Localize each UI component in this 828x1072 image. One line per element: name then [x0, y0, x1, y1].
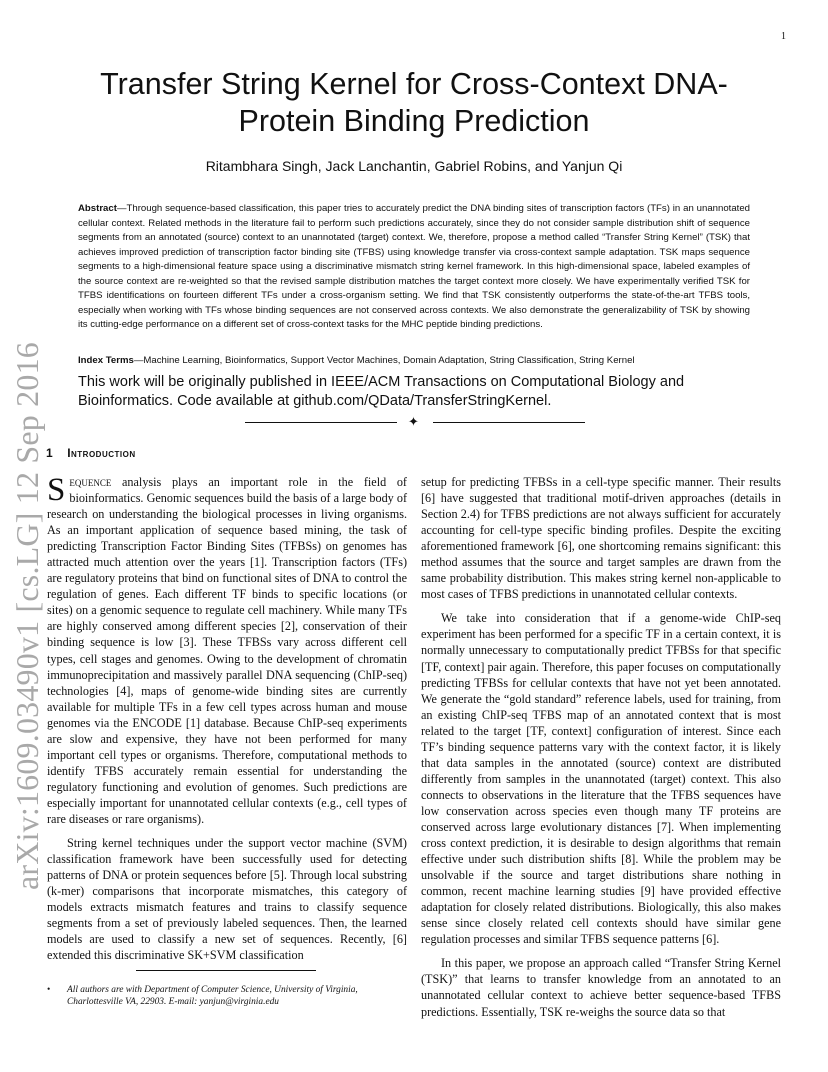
abstract-text: —Through sequence-based classification, this paper tries to accurately predict the DNA binding sites of transcription factors (TFs) in an unannotated cellular context. Related methods in the literature fail to perform such predictions accurately, since they do not consider sample distribution shift of sequence segments from an annotated (source) context to an unannotated (target) context. We, therefore, propose a method called “Transfer String Kernel” (TSK) that achieves improved prediction of transcription factor binding site (TFBS) using knowledge transfer via cross-context sample adaptation. TSK maps sequence segments to a high-dimensional feature space using a discriminative mismatch string kernel framework. In this high-dimensional space, labeled examples of the source context are re-weighted so that the revised sample distribution matches the target context more closely. We have experimentally verified TSK for TFBS identifications on fourteen different TFs under a cross-organism setting. We find that TSK consistently outperforms the state-of-the-art TFBS tools, especially when working with TFs whose binding sequences are not conserved across contexts. We also demonstrate the generalizability of TSK by showing its cutting-edge performance on a different set of cross-context tasks for the MHC peptide binding predictions. [78, 203, 750, 330]
abstract-label: Abstract [78, 203, 117, 214]
intro-paragraph-2: String kernel techniques under the support vector machine (SVM) classification framework have been successfully used for detecting patterns of DNA or protein sequences before [5]. Through local substring (k-mer) comparisons that incorporate mismatches, this category of models extracts mismatch features and trains to classify sequence segments from a set of previously labeled sequences. Then, the learned models are used to classify a new set of sequences. Recently, [6] extended this discriminative SK+SVM classification [47, 836, 407, 963]
divider-line-right [433, 422, 585, 423]
intro-paragraph-1 [47, 474, 407, 827]
footnote-rule [136, 970, 316, 971]
left-text-column [47, 474, 407, 963]
paper-title: Transfer String Kernel for Cross-Context DNA-Protein Binding Prediction [100, 67, 728, 138]
section-heading [46, 446, 136, 460]
opening-smallcaps: equence [69, 475, 112, 489]
author-list: Ritambhara Singh, Jack Lanchantin, Gabriel Robins, and Yanjun Qi [205, 158, 623, 174]
footnote-bullet-icon: • [47, 985, 51, 995]
author-affiliation-footnote [47, 984, 407, 1008]
intro-paragraph-5: In this paper, we propose an approach called “Transfer String Kernel (TSK)” that learns to transfer knowledge from an annotated to an unannotated cellular context to achieve better sequence-based TFBS predictions. Essentially, TSK re-weighs the source data so that [421, 956, 781, 1019]
arxiv-identifier-stamp[interactable]: arXiv:1609.03490v1 [cs.LG] 12 Sep 2016 [9, 342, 45, 890]
divider-line-left [245, 422, 397, 423]
index-terms [78, 355, 750, 366]
index-terms-label: Index Terms [78, 355, 134, 366]
intro-paragraph-4: We take into consideration that if a genome-wide ChIP-seq experiment has been performed for a specific TF in a certain context, it is normally unnecessary to computationally predict TFBSs for that specific [TF, context] pair again. Therefore, this paper focuses on computationally predicting TFBSs for cellular contexts that have not yet been annotated. We generate the “gold standard” reference labels, used for training, from an existing ChIP-seq TFBS map of an annotated context that is most related to the target [TF, context] configuration of interest. Since each TF’s binding sequence patterns vary with the context factor, it is likely that data samples in the annotated (source) context are distributed differently from samples in the unannotated (target) context. This also connects to observations in the literature that the TFBS sequences have low conservation across species even though many TF proteins are conserved across large evolutionary distances [7]. When implementing cross context prediction, it is desirable to design algorithms that remain effective under such distribution shifts [8]. While the problem may be unsolvable if the source and target distributions share nothing in common, recent machine learning studies [9] have provided effective adaptation for closely related distributions. Biologically, this also makes sense since closely related cell contexts should have similar gene regulation processes and similar TFBS sequence patterns [6]. [421, 611, 781, 947]
divider-ornament-icon: ✦ [408, 414, 419, 429]
section-title: Introduction [67, 446, 136, 460]
drop-cap: S [47, 472, 66, 508]
section-number: 1 [46, 446, 54, 460]
publication-note: This work will be originally published in IEEE/ACM Transactions on Computational Biology and Bioinformatics. Code available at github.com/QData/TransferStringKernel. [78, 374, 685, 409]
intro-paragraph-3: setup for predicting TFBSs in a cell-type specific manner. Their results [6] have suggested that traditional motif-driven approaches (details in Section 2.4) for TFBS predictions are not always sufficient for accurately accounting for cell-type specific binding profiles. Despite the exciting aforementioned framework [6], one shortcoming remains significant: this method assumes that the source and target samples are drawn from the same probability distribution. This makes string kernel non-applicable to most cases of TFBS predictions in unannotated cellular contexts. [421, 475, 781, 602]
abstract [78, 202, 750, 333]
right-text-column [421, 474, 781, 1020]
index-terms-text: —Machine Learning, Bioinformatics, Support Vector Machines, Domain Adaptation, String Classification, String Kernel [133, 355, 635, 366]
intro-paragraph-1-text: analysis plays an important role in the field of bioinformatics. Genomic sequences build the basis of a large body of research on understanding the biological processes in living organisms. As an important application of sequence based mining, the task of predicting Transcription Factor Binding Sites (TFBSs) on genomes has attracted much attention over the years [1]. Transcription factors (TFs) are regulatory proteins that bind on functional sites of DNA to control the regulation of genes. Each different TF binds to specific locations (or sites) on a genomic sequence to regulate cell machinery. While many TFs are highly conserved among different species [2], conservation of their binding sequence is low [3]. These TFBSs vary across different cell types, cell stages and genomes. Owing to the development of chromatin immunoprecipitation and massively parallel DNA sequencing (ChIP-seq) technologies [4], maps of genome-wide binding sites are currently available for multiple TFs in a few cell types across human and mouse genomes via the ENCODE [1] database. Because ChIP-seq experiments are slow and expensive, they have not been performed for many important cell types or organisms. Therefore, computational methods to identify TFBS accurately remain essential for understanding the regulatory functioning and evolution of genomes. Such predictions are especially important for unannotated cellular contexts (e.g., cell types of rare diseases or rare organisms). [47, 475, 407, 826]
section-divider [245, 414, 585, 432]
footnote-text: All authors are with Department of Computer Science, University of Virginia, Charlottesville VA, 22903. E-mail: yanjun@virginia.edu [67, 985, 358, 1007]
page-number: 1 [781, 31, 786, 42]
